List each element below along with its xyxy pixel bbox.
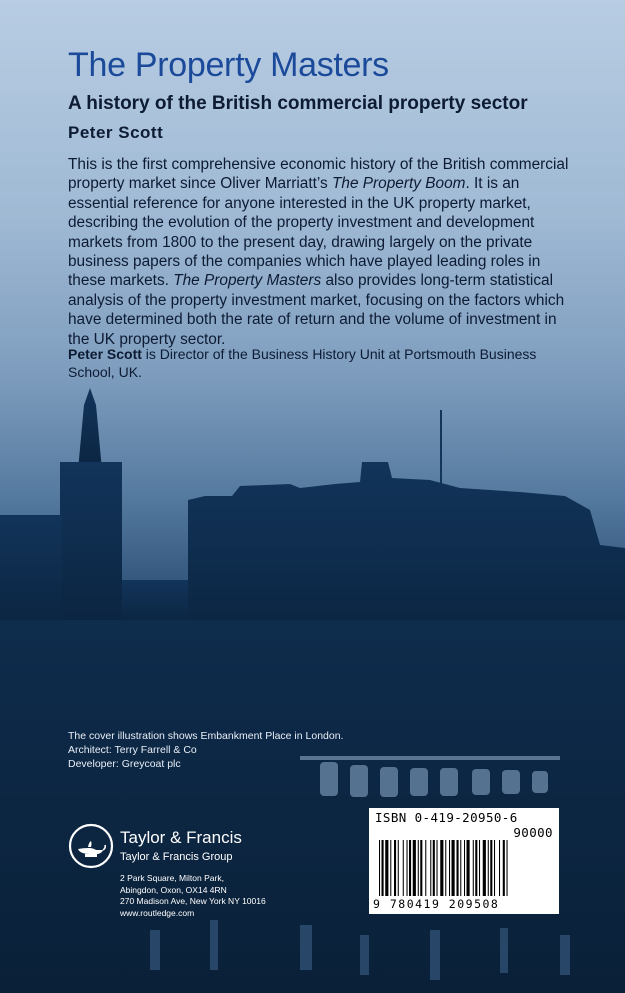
blurb-text-3: also provides long-term statistical analysis of the property investment market, focusing on the factors which have determined both the rate of return and the volume of investment in the UK property sector. xyxy=(68,272,565,348)
isbn-label: ISBN 0-419-20950-6 xyxy=(375,810,518,825)
book-subtitle: A history of the British commercial property sector xyxy=(68,93,528,114)
publisher-website: www.routledge.com xyxy=(120,907,195,918)
lamp-icon xyxy=(68,823,114,869)
book-title: The Property Masters xyxy=(68,46,389,84)
price-code: 90000 xyxy=(513,825,553,840)
barcode-bars xyxy=(379,840,549,896)
publisher-name: Taylor & Francis xyxy=(120,828,242,847)
cover-illustration-credit: The cover illustration shows Embankment Place in London. xyxy=(68,730,344,742)
blurb-text-1: This is the first comprehensive economic history of the British commercial property market since Oliver Marriatt’s xyxy=(68,156,569,193)
address-line: 270 Madison Ave, New York NY 10016 xyxy=(120,896,266,907)
author-bio xyxy=(68,345,573,381)
author-name: Peter Scott xyxy=(68,123,164,142)
book-reference-2: The Property Masters xyxy=(173,272,322,290)
address-line: 2 Park Square, Milton Park, xyxy=(120,873,224,883)
book-reference-1: The Property Boom xyxy=(332,175,466,193)
publisher-address xyxy=(120,873,266,919)
bio-text: is Director of the Business History Unit at Portsmouth Business School, UK. xyxy=(68,346,537,380)
address-line: Abingdon, Oxon, OX14 4RN xyxy=(120,884,227,895)
isbn-barcode xyxy=(369,808,559,914)
cover-credits xyxy=(68,729,343,771)
blurb-text-2: . It is an essential reference for anyone interested in the UK property market, describing the evolution of the property investment and development markets from 1800 to the present day, drawing largely on the private business papers of the companies which have played leading roles in these markets. xyxy=(68,175,541,290)
developer-credit: Developer: Greycoat plc xyxy=(68,758,181,770)
book-description xyxy=(68,155,573,349)
bio-author-name: Peter Scott xyxy=(68,346,142,362)
architect-credit: Architect: Terry Farrell & Co xyxy=(68,744,197,756)
ean-digits: 9 780419 209508 xyxy=(373,897,500,911)
publisher-group: Taylor & Francis Group xyxy=(120,851,233,863)
